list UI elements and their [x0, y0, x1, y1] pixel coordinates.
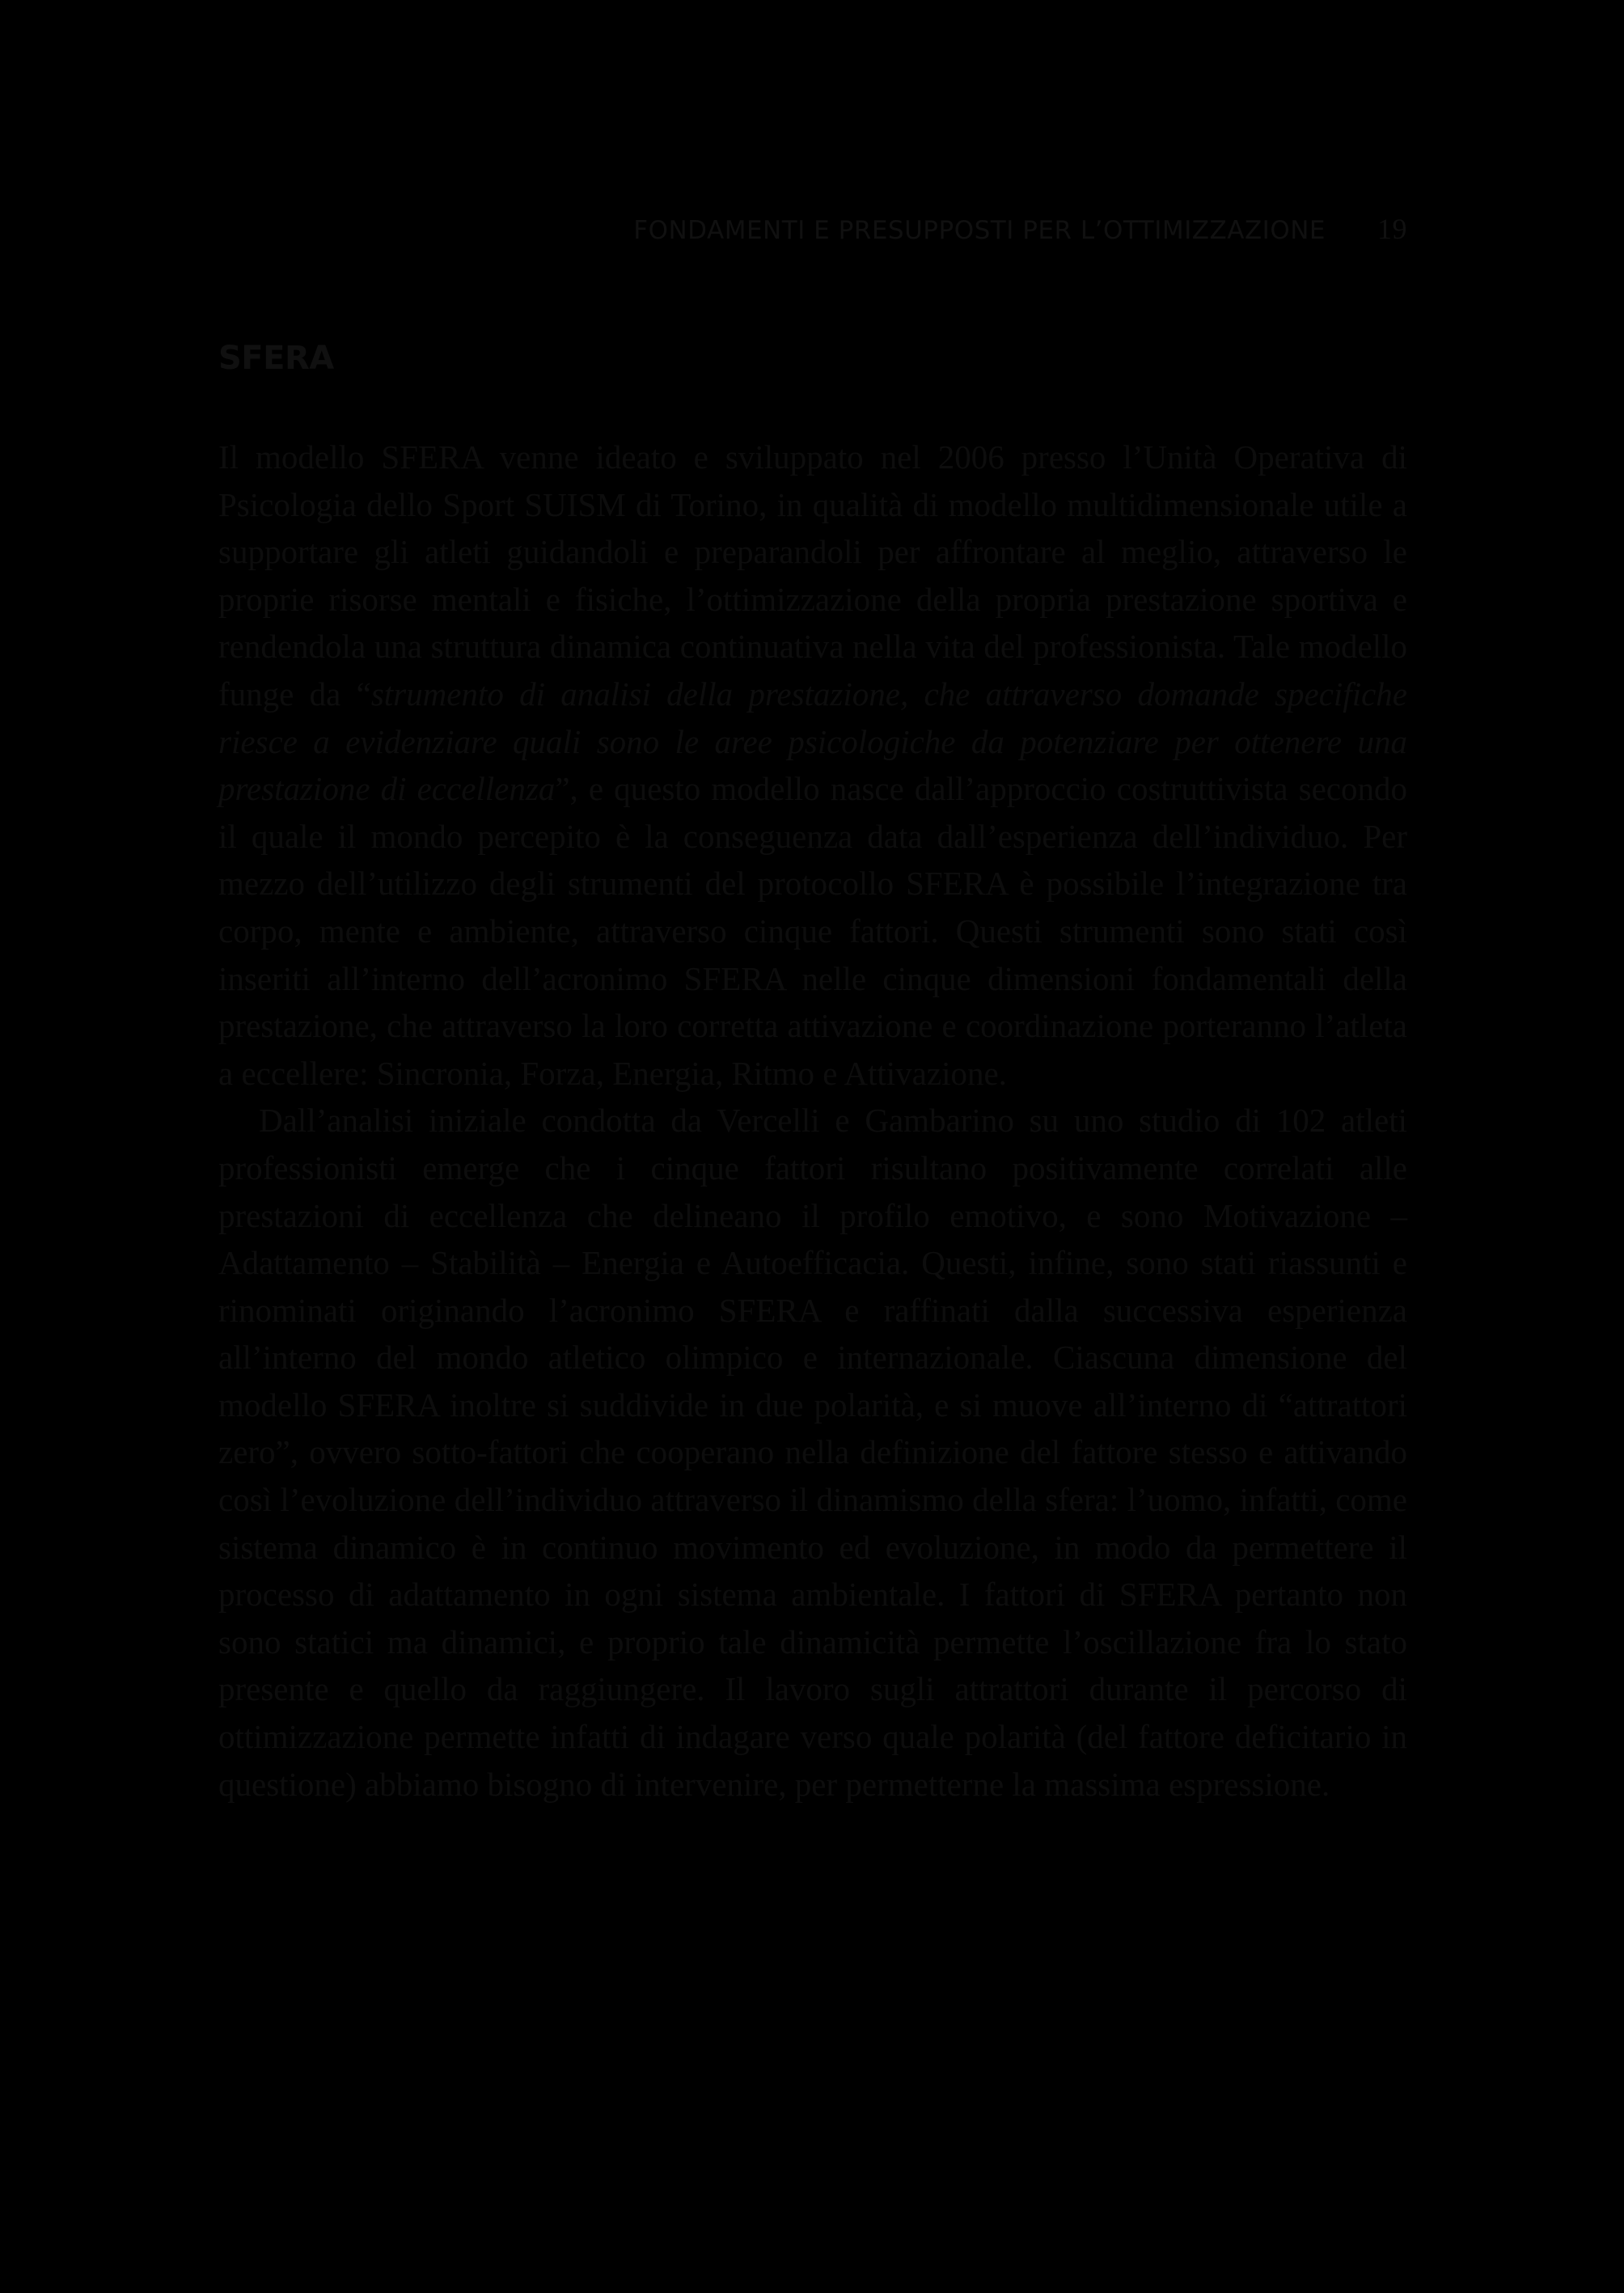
running-header — [218, 212, 1407, 246]
paragraph-1-part-1: Il modello SFERA venne ideato e sviluppato nel 2006 presso l’Unità Operativa di Psicologia dello Sport SUISM di Torino, in qualità di modello multidimensionale utile a supportare gli atleti guidandoli e preparandoli per affrontare al meglio, attraverso le proprie risorse mentali e fisiche, l’ottimizzazione della propria prestazione sportiva e rendendola una struttura dinamica continuativa nella vita del professionista. Tale modello funge da “ — [218, 438, 1407, 713]
section-title: SFERA — [218, 340, 334, 377]
paragraph-1-part-2: ”, e questo modello nasce dall’approccio costruttivista secondo il quale il mondo percepito è la conseguenza data dall’esperienza dell’individuo. Per mezzo dell’utilizzo degli strumenti del protocollo SFERA è possibile l’integrazione tra corpo, mente e ambiente, attraverso cinque fattori. Questi strumenti sono stati così inseriti all’interno dell’acronimo SFERA nelle cinque dimensioni fondamentali della prestazione, che attraverso la loro corretta attivazione e coordinazione porteranno l’atleta a eccellere: Sincronia, Forza, Energia, Ritmo e Attivazione. — [218, 770, 1407, 1092]
paragraph-1 — [218, 434, 1407, 1097]
page-number: 19 — [1377, 213, 1407, 245]
running-title: FONDAMENTI E PRESUPPOSTI PER L’OTTIMIZZAZIONE — [633, 216, 1326, 245]
paragraph-2: Dall’analisi iniziale condotta da Vercelli e Gambarino su uno studio di 102 atleti professionisti emerge che i cinque fattori risultano positivamente correlati alle prestazioni di eccellenza che delineano il profilo emotivo, e sono Motivazione – Adattamento – Stabilità – Energia e Autoefficacia. Questi, infine, sono stati riassunti e rinominati originando l’acronimo SFERA e raffinati dalla successiva esperienza all’interno del mondo atletico olimpico e internazionale. Ciascuna dimensione del modello SFERA inoltre si suddivide in due polarità, e si muove all’interno di “attrattori zero”, ovvero sotto-fattori che cooperano nella definizione del fattore stesso e attivando così l’evoluzione dell’individuo attraverso il dinamismo della sfera: l’uomo, infatti, come sistema dinamico è in continuo movimento ed evoluzione, in modo da permettere il processo di adattamento in ogni sistema ambientale. I fattori di SFERA pertanto non sono statici ma dinamici, e proprio tale dinamicità permette l’oscillazione fra lo stato presente e quello da raggiungere. Il lavoro sugli attrattori durante il percorso di ottimizzazione permette infatti di indagare verso quale polarità (del fattore deficitario in questione) abbiamo bisogno di intervenire, per permetterne la massima espressione. — [218, 1102, 1407, 1803]
italic-quote: strumento di analisi della prestazione, che attraverso domande specifiche riesce a evidenziare quali sono le aree psicologiche da potenziare per ottenere una prestazione di eccellenza — [218, 675, 1407, 808]
body-text — [218, 434, 1407, 1808]
